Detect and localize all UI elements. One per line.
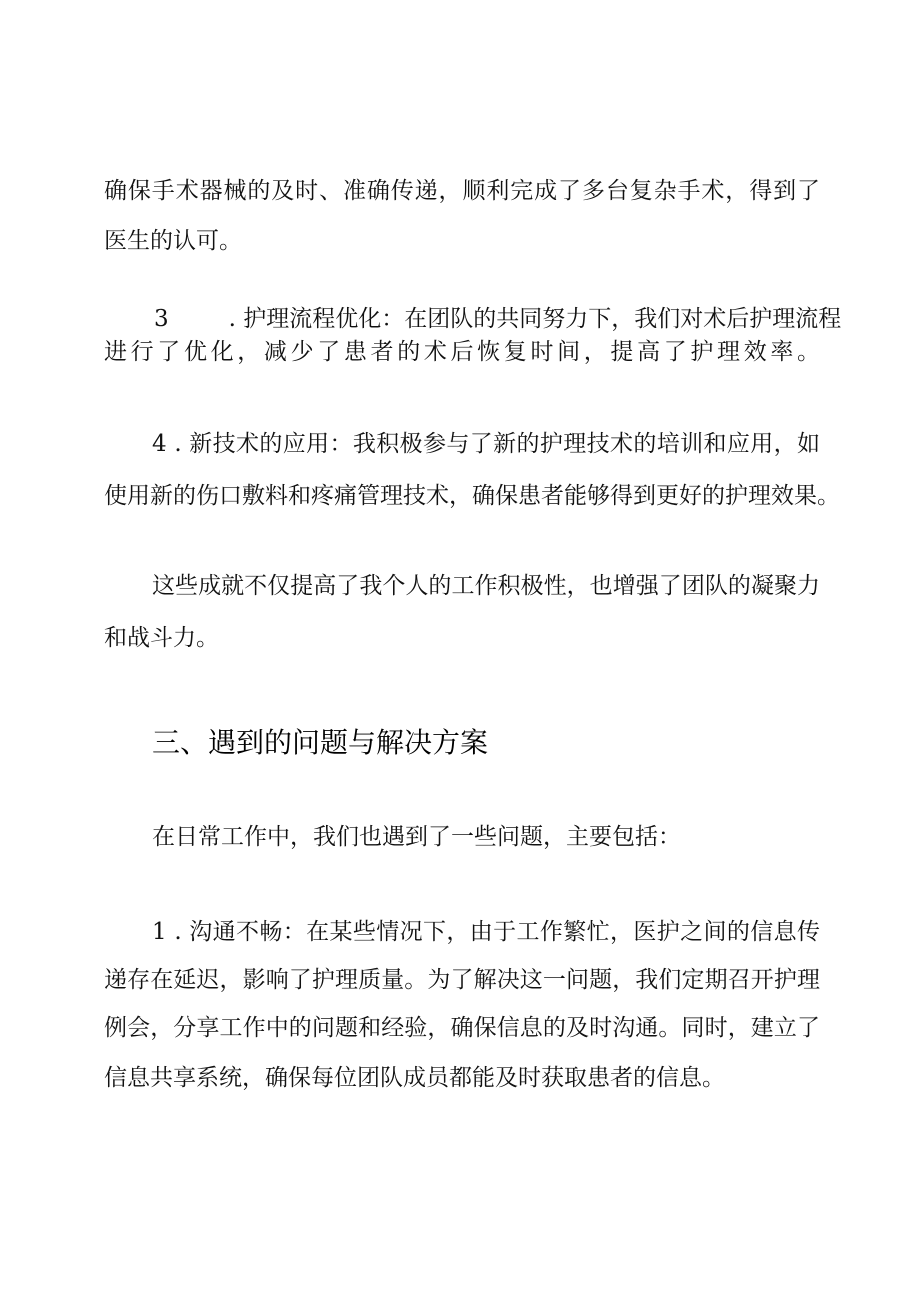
problem-1-line-3: 例会，分享工作中的问题和经验，确保信息的及时沟通。同时，建立了 [104, 1015, 820, 1041]
item-4-line-1: 4 . 新技术的应用：我积极参与了新的护理技术的培训和应用，如 [152, 431, 820, 457]
paragraph-surgery-line-2: 医生的认可。 [104, 228, 242, 254]
item-3-number: 3 [154, 306, 169, 332]
problem-1-line-1: 1 . 沟通不畅：在某些情况下，由于工作繁忙，医护之间的信息传 [152, 919, 820, 945]
problem-1-line-4: 信息共享系统，确保每位团队成员都能及时获取患者的信息。 [104, 1065, 725, 1091]
item-3-text: . 护理流程优化：在团队的共同努力下，我们对术后护理流程 [228, 306, 842, 332]
section-3-intro: 在日常工作中，我们也遇到了一些问题，主要包括： [152, 824, 681, 850]
paragraph-surgery-line-1: 确保手术器械的及时、准确传递，顺利完成了多台复杂手术，得到了 [104, 178, 820, 204]
item-4-line-2: 使用新的伤口敷料和疼痛管理技术，确保患者能够得到更好的护理效果。 [104, 483, 840, 509]
summary-line-2: 和战斗力。 [104, 625, 219, 651]
problem-1-line-2: 递存在延迟，影响了护理质量。为了解决这一问题，我们定期召开护理 [104, 967, 820, 993]
summary-line-1: 这些成就不仅提高了我个人的工作积极性，也增强了团队的凝聚力 [152, 573, 820, 599]
item-3-line-2: 进行了优化，减少了患者的术后恢复时间，提高了护理效率。 [104, 339, 820, 365]
section-3-heading: 三、遇到的问题与解决方案 [152, 726, 489, 759]
item-3-line-1 [104, 303, 842, 335]
